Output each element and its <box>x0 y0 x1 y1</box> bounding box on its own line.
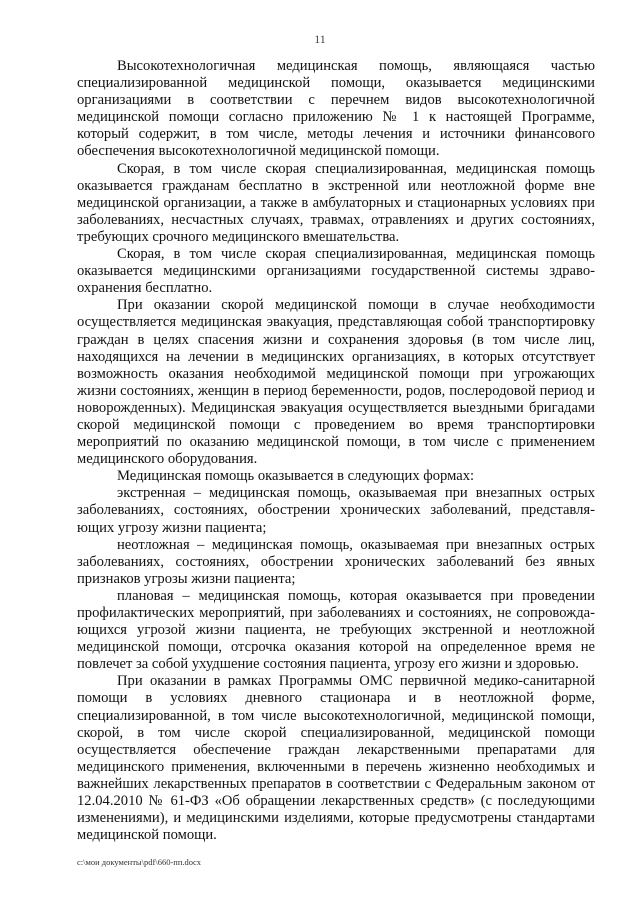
paragraph-form-planned: плановая – медицинская помощь, которая оказывается при проведении профилактических мероприятий, при заболеваниях и состояниях, не сопровождающихся угрозой жизни пациента, не требующих экстренной и неотложной медицинской помощи, отсрочка оказания которой на определенное время не повлечет за собой ухудшение состояния пациента, угрозу его жизни и здоровью. <box>77 587 595 673</box>
paragraph-emergency-care-free: Скорая, в том числе скорая специализированная, медицинская помощь оказывается медицинскими организациями государственной системы здравоохранения бесплатно. <box>77 246 595 297</box>
page-number: 11 <box>314 32 326 46</box>
footer-file-path: c:\мои документы\pdf\660-пп.docx <box>77 857 202 867</box>
paragraph-high-tech-care: Высокотехнологичная медицинская помощь, являющаяся частью специализированной медицинской помощи, оказывается медицинскими организациями в соответствии с перечнем видов высокотехнологичной медицинской помощи согласно приложению № 1 к настоящей Программе, который содержит, в том числе, методы лечения и источники финансового обеспечения высокотехнологичной медицинской помощи. <box>77 58 595 160</box>
paragraph-medical-evacuation: При оказании скорой медицинской помощи в случае необходимости осуществляется медицинская эвакуация, представляющая собой транспортировку граждан в целях спасения жизни и сохранения здоровья (в том числе лиц, находящихся на лечении в медицинских организациях, в которых отсутствует возможность оказания необходимой медицинской помощи при угрожающих жизни состояниях, женщин в период беременности, родов, послеродовой период и новорожденных). Медицинская эвакуация осуществляется выездными бригадами скорой медицинской помощи с проведением во время транспортировки мероприятий по оказанию медицинской помощи, в том числе с применением медицинского оборудования. <box>77 297 595 468</box>
paragraph-drug-provision: При оказании в рамках Программы ОМС первичной медико-санитарной помощи в условиях дневного стационара и в неотложной форме, специализированной, в том числе высокотехнологичной, медицинской помощи, скорой, в том числе скорой специализированной, медицинской помощи осуществляется обеспечение граждан лекарственными препаратами для медицинского применения, включенными в перечень жизненно необходимых и важнейших лекарственных препаратов в соответствии с Федеральным законом от 12.04.2010 № 61-ФЗ «Об обращении лекарственных средств» (с последующими изменениями), и медицинскими изделиями, которые предусмотрены стандартами медицинской помощи. <box>77 673 595 844</box>
paragraph-care-forms-intro: Медицинская помощь оказывается в следующих формах: <box>117 468 475 485</box>
paragraph-emergency-care: Скорая, в том числе скорая специализированная, медицинская помощь оказывается гражданам бесплатно в экстренной или неотложной форме вне медицинской организации, а также в амбулаторных и стационарных условиях при заболеваниях, несчастных случаях, травмах, отравлениях и других состояниях, требующих срочного медицинского вмешательства. <box>77 160 595 245</box>
paragraph-form-emergency: экстренная – медицинская помощь, оказываемая при внезапных острых заболеваниях, состояниях, обострении хронических заболеваний, представляющих угрозу жизни пациента; <box>77 485 595 536</box>
paragraph-form-urgent: неотложная – медицинская помощь, оказываемая при внезапных острых заболеваниях, состояниях, обострении хронических заболеваний без явных признаков угрозы жизни пациента; <box>77 536 595 587</box>
document-body <box>77 58 595 844</box>
